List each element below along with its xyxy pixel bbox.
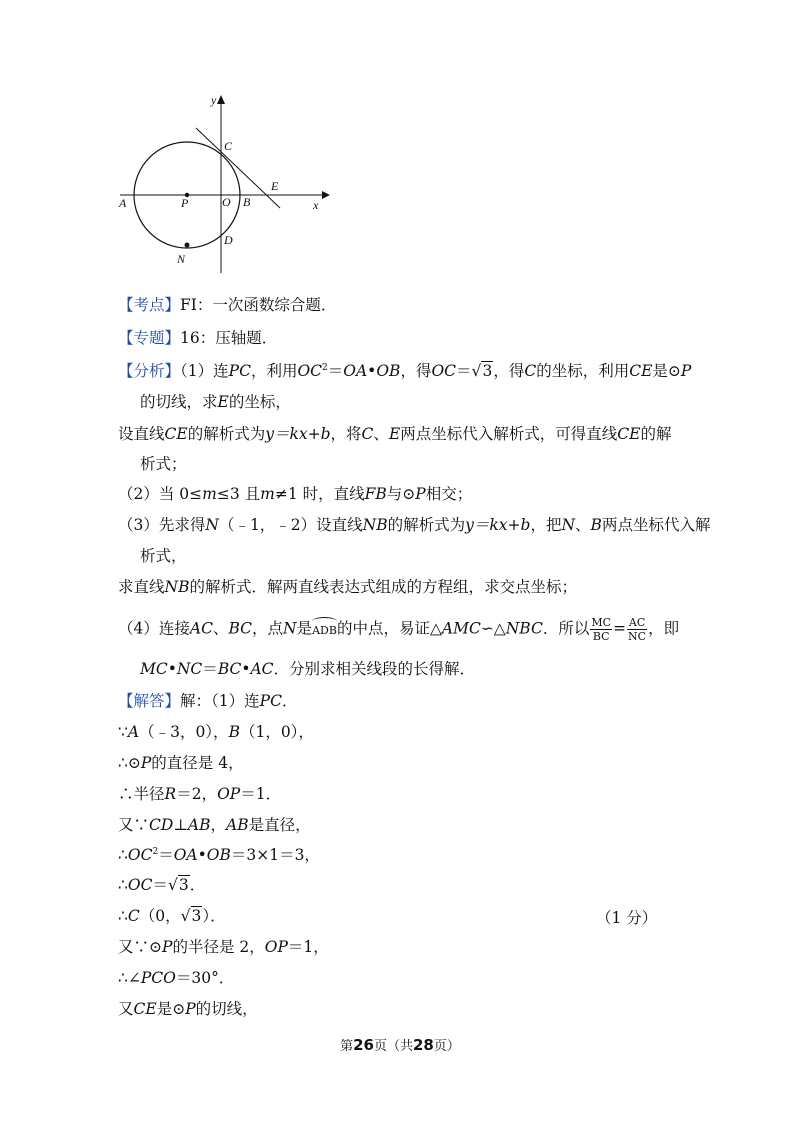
solution-line-2: ∵A（﹣3，0），B（1，0），: [118, 723, 314, 741]
solution-line-5: 又∵CD⊥AB，AB是直径，: [118, 816, 311, 834]
solution-line-6: $\therefore OC^2=OA•OB=3\times 1=3$，: [118, 846, 320, 864]
fenxi-line-1: 【分析】（1）连PC，利用$OC^2=OA•OB$，得OC＝√3，得C的坐标，利用CE是⊙P: [118, 362, 692, 380]
label-y: y: [211, 93, 217, 107]
sqrt-3: √3: [180, 907, 202, 925]
circle-tangent-figure: [112, 88, 342, 278]
label-d: D: [224, 233, 233, 247]
solution-line-4: ∴半径R＝2，OP＝1．: [118, 785, 282, 803]
fenxi-line-2: 的切线，求E的坐标，: [140, 393, 291, 411]
y-axis-arrow: [217, 95, 225, 104]
label-x: x: [313, 198, 319, 212]
label-b: B: [243, 195, 251, 209]
arc-adb: ADB: [312, 617, 337, 641]
fenxi-line-8: 求直线NB的解析式．解两直线表达式组成的方程组，求交点坐标；: [118, 578, 577, 596]
fenxi-line-7: 析式，: [140, 547, 187, 565]
solution-line-8: ∴C（0，√3）．: [118, 907, 226, 925]
page-total: 28: [413, 1036, 434, 1054]
zhuanti-tag: 【专题】: [118, 329, 181, 347]
jieda-tag: 【解答】: [118, 692, 181, 710]
fenxi-line-9: （4）连接AC、BC，点N是ADB的中点，易证△AMC∽△NBC．所以 $\frac{MC}{BC}$ = $\frac{AC}{NC}$ ，即: [118, 616, 680, 643]
label-e: E: [271, 179, 279, 193]
fraction-mc-bc: $\frac{MC}{BC}$: [591, 616, 612, 643]
fraction-ac-nc: $\frac{AC}{NC}$: [628, 616, 647, 643]
tangent-line-ce: [196, 128, 280, 208]
fenxi-line-10: MC•NC＝BC•AC．分别求相关线段的长得解．: [140, 660, 476, 678]
kaodian-text: FI：一次函数综合题．: [180, 296, 337, 314]
page-number: 26: [353, 1036, 374, 1054]
solution-line-10: ∴∠PCO＝30°．: [118, 969, 235, 987]
kaodian-tag: 【考点】: [118, 296, 181, 314]
sqrt-3: √3: [167, 876, 189, 894]
solution-line-9: 又∵⊙P的半径是 2，OP＝1，: [118, 938, 329, 956]
fenxi-line-3: 设直线CE的解析式为y＝kx+b，将C、E两点坐标代入解析式，可得直线CE的解: [118, 425, 672, 443]
zhuanti-line: [118, 328, 277, 348]
fenxi-tag: 【分析】: [118, 362, 181, 380]
label-p: P: [181, 196, 189, 210]
sqrt-3: √3: [471, 362, 493, 380]
fenxi-line-5: （2）当 0≤m≤3 且m≠1 时，直线FB与⊙P相交；: [118, 485, 473, 503]
zhuanti-text: 16：压轴题．: [180, 329, 278, 347]
label-a: A: [119, 196, 127, 210]
jieda-line-1: 【解答】解：（1）连PC．: [118, 692, 298, 710]
label-n: N: [177, 252, 186, 266]
score-note: （1 分）: [596, 909, 658, 927]
kaodian-line: [118, 295, 336, 315]
page-footer: 第26页（共28页）: [340, 1036, 460, 1054]
x-axis-arrow: [322, 191, 330, 199]
solution-line-7: ∴OC＝√3．: [118, 876, 206, 894]
point-n: [185, 243, 190, 248]
label-c: C: [224, 139, 233, 153]
fenxi-line-6: （3）先求得N（﹣1，﹣2）设直线NB的解析式为y＝kx+b，把N、B两点坐标代入解: [118, 516, 711, 534]
solution-line-11: 又CE是⊙P的切线，: [118, 1000, 258, 1018]
fenxi-line-4: 析式；: [140, 455, 187, 473]
label-o: O: [222, 195, 231, 209]
solution-line-3: ∴⊙P的直径是 4，: [118, 754, 244, 772]
